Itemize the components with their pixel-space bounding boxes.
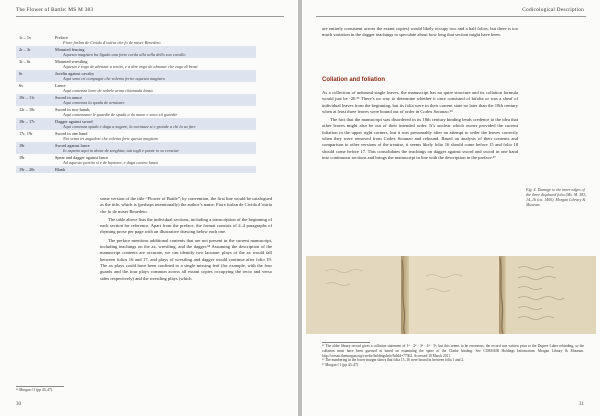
section-description bbox=[55, 47, 253, 57]
section-incipit: Aqui sono tri compagni che volemo ferire aquesto magistro bbox=[63, 76, 166, 81]
section-incipit: Aqui comenza spada e daga a zogare, la aventaze si e grande a chi la sa fare bbox=[63, 124, 196, 129]
section-incipit: Noi semo tri zugadori che volemo ferir questo magistro bbox=[63, 136, 159, 141]
section-title: Javelin against cavalry bbox=[55, 71, 95, 76]
section-description bbox=[55, 95, 253, 105]
section-row bbox=[16, 70, 256, 82]
section-title: Lance bbox=[55, 83, 66, 88]
folio-range: 18r bbox=[19, 143, 25, 148]
section-title: Sword in armor bbox=[55, 95, 82, 100]
section-row bbox=[16, 130, 256, 142]
section-row bbox=[16, 142, 256, 154]
section-incipit: Aquesto e zogo de abrazar a tenito, e a dire zogo de abrazar che zogo di brazi bbox=[63, 64, 198, 69]
folio-range: 18r – 17r bbox=[19, 119, 35, 124]
section-description bbox=[55, 71, 253, 81]
section-title: Spear and dagger against lance bbox=[55, 155, 109, 160]
left-header-rule bbox=[16, 16, 284, 17]
section-row bbox=[16, 46, 256, 58]
section-row bbox=[16, 166, 256, 173]
right-top-text bbox=[322, 26, 518, 41]
section-table bbox=[16, 34, 256, 173]
right-top-paragraph: are entirely consistent across the extant copies) would likely occupy two and a half folios, but there is too much variation in the dagger teachings to speculate about how long that section might have been. bbox=[322, 26, 518, 38]
section-title: Sword in one hand bbox=[55, 131, 88, 136]
section-title: Mounted fencing bbox=[55, 47, 85, 52]
left-folio-number: 30 bbox=[16, 402, 21, 407]
section-row bbox=[16, 118, 256, 130]
section-row bbox=[16, 82, 256, 94]
section-incipit: Aqui comenzano le guardie de spada a do mane e sono xii guardie bbox=[63, 112, 178, 117]
left-paragraph: The preface mentions additional contents that are not present in the current manuscript, including teachings on the ax, wrestling, and the dagger.³⁴ Assuming the description of the manuscript contents are accurate, we can identify two lacunae: plays of the ax would fall between folios 16 and 17, and plays of wrestling and dagger would continue after folio 19. The ax plays could have been confined to a single missing leaf (for example, with the four guards and the four plays common across all extant copies occupying the recto and verso sides respectively) and the wrestling plays (which bbox=[100, 237, 272, 281]
section-title: Preface bbox=[55, 35, 68, 40]
section-incipit: Io aspetto aqui in dente de zenghiar, tuti tagli e punte io so cresciar bbox=[63, 148, 180, 153]
folio-range: 6r bbox=[19, 71, 23, 76]
right-header-rule bbox=[316, 16, 586, 17]
left-paragraph: some version of the title “Flower of Battle”; by convention, the first line would be catalogued as the title, which is (perhaps intentionally) the author’s name: Fiore furlan de Civida d’ostria che fo de miser Benedeto. bbox=[100, 196, 272, 214]
section-incipit: Aquesto magistro ha ligada una forte corda alla sella dello suo cavallo bbox=[63, 52, 186, 57]
left-footnote-rule bbox=[16, 386, 64, 387]
right-paragraph: As a collection of unbound single leaves, the manuscript has no quire structure and its collation formula would just be ‑20.³⁵ There’s no way to determine whether it once consisted of bifolia or was a sheaf of individual leaves from the beginning, but its folia were in their current state no later than the 18th century when at least three leaves were bound out of order in Codex Soranzo.³⁶ bbox=[322, 90, 518, 114]
section-heading: Collation and foliation bbox=[322, 77, 385, 83]
section-title: Dagger against sword bbox=[55, 119, 93, 124]
footnote: ³⁷ Morgan f 1 (pp 43–47). bbox=[322, 363, 359, 368]
left-page bbox=[0, 0, 298, 416]
section-description bbox=[55, 83, 253, 93]
right-footnotes bbox=[322, 344, 584, 368]
section-incipit: Aqui comenza larte de nobele arma chiamada lanza bbox=[63, 88, 153, 93]
folio-range: 1r – 1v bbox=[19, 35, 32, 40]
right-paragraph: The fact that the manuscript was disordered in its 18th century binding lends credence to the idea that other leaves might also be out of their intended order. It’s unclear which owner provided the current foliation in the upper right corners, but it was presumably after an attempt to order the leaves correctly when they were removed from Codex Soranzo and rebound. Based on analysis of their contents and comparison to other versions of the treatise, it seems likely folio 16 should come before 15 and folio 18 should come before 17. This consolidates the teachings on dagger against sword and sword in one hand into continuous sections and brings the manuscript in line with the description in the preface.³⁷ bbox=[322, 117, 518, 160]
manuscript-leaves-photo bbox=[306, 256, 596, 334]
folio-range: 3r – 6r bbox=[19, 59, 31, 64]
section-title: Mounted wrestling bbox=[55, 59, 88, 64]
manuscript-leaves-illustration bbox=[306, 256, 596, 334]
right-footnote-rule bbox=[322, 342, 370, 343]
section-description bbox=[55, 59, 253, 69]
folio-range: 10r – 11r bbox=[19, 95, 35, 100]
section-description bbox=[55, 35, 253, 45]
section-title: Sword against lance bbox=[55, 143, 90, 148]
section-row bbox=[16, 58, 256, 70]
right-body-text bbox=[322, 90, 518, 163]
folio-range: 12r – 18r bbox=[19, 107, 35, 112]
section-incipit: Ad aquesto partito si e de bastone, e daga contra lanza bbox=[63, 160, 158, 165]
left-running-head: The Flower of Battle: MS M 383 bbox=[16, 7, 94, 13]
folio-range: 17r, 19r bbox=[19, 131, 33, 136]
section-row bbox=[16, 34, 256, 46]
section-row bbox=[16, 106, 256, 118]
section-title: Blank bbox=[55, 167, 66, 172]
figure-caption: Fig. 4. Damage to the inner edges of the three displaced folia (Ms. M. 383, 14–16 (ca. 1400). Morgan Library & Museum bbox=[526, 187, 587, 207]
right-page bbox=[302, 0, 600, 416]
section-title: Sword in two-hands bbox=[55, 107, 90, 112]
section-incipit: Aqui comenza la spada de armizare bbox=[63, 100, 125, 105]
section-description bbox=[55, 155, 253, 165]
left-paragraph: The table above lists the individual sections, including a transcription of the beginning of each section for reference. Apart from the preface, the format consists of 2–4 paragraphs of rhyming prose per page with an illustrative drawing below each one. bbox=[100, 216, 272, 235]
section-row bbox=[16, 94, 256, 106]
left-body-text bbox=[100, 196, 272, 284]
right-running-head: Codicological Description bbox=[522, 7, 584, 13]
left-footnote: ³⁴ Morgan f 1 (pp 43–47). bbox=[16, 388, 53, 392]
footnote: ³⁶ The numbering in the lower margin shows that folia 15–16 were bound in between folia 1 and 2. bbox=[322, 358, 465, 363]
section-row bbox=[16, 154, 256, 166]
footnote: ³⁵ The older library record gives a collation statement of 1⁴ · 2⁴ · 3⁴ · 4⁴ · 5⁴, but this seems to be erroneous; the record was written prior to the Dupree Luker rebinding, so the collation must have been guessed at based on examining the spine of the Clarke binding. See CORSAIR Holdings Information. Morgan Library & Museum. http://corsair.themorgan.org/vwebv/holdingsInfo?bibId=77302. Accessed 10 March 2011. bbox=[322, 344, 584, 358]
section-description bbox=[55, 167, 253, 172]
section-description bbox=[55, 131, 253, 141]
folio-range: 19r – 20r bbox=[19, 167, 35, 172]
section-description bbox=[55, 119, 253, 129]
right-folio-number: 31 bbox=[579, 402, 584, 407]
folio-range: 2r – 3r bbox=[19, 47, 31, 52]
section-description bbox=[55, 143, 253, 153]
section-incipit: Fiore furlan de Civida d’ostria che fo de miser Benedeto bbox=[63, 40, 161, 45]
folio-range: 6v bbox=[19, 83, 24, 88]
section-description bbox=[55, 107, 253, 117]
folio-range: 18r bbox=[19, 155, 25, 160]
